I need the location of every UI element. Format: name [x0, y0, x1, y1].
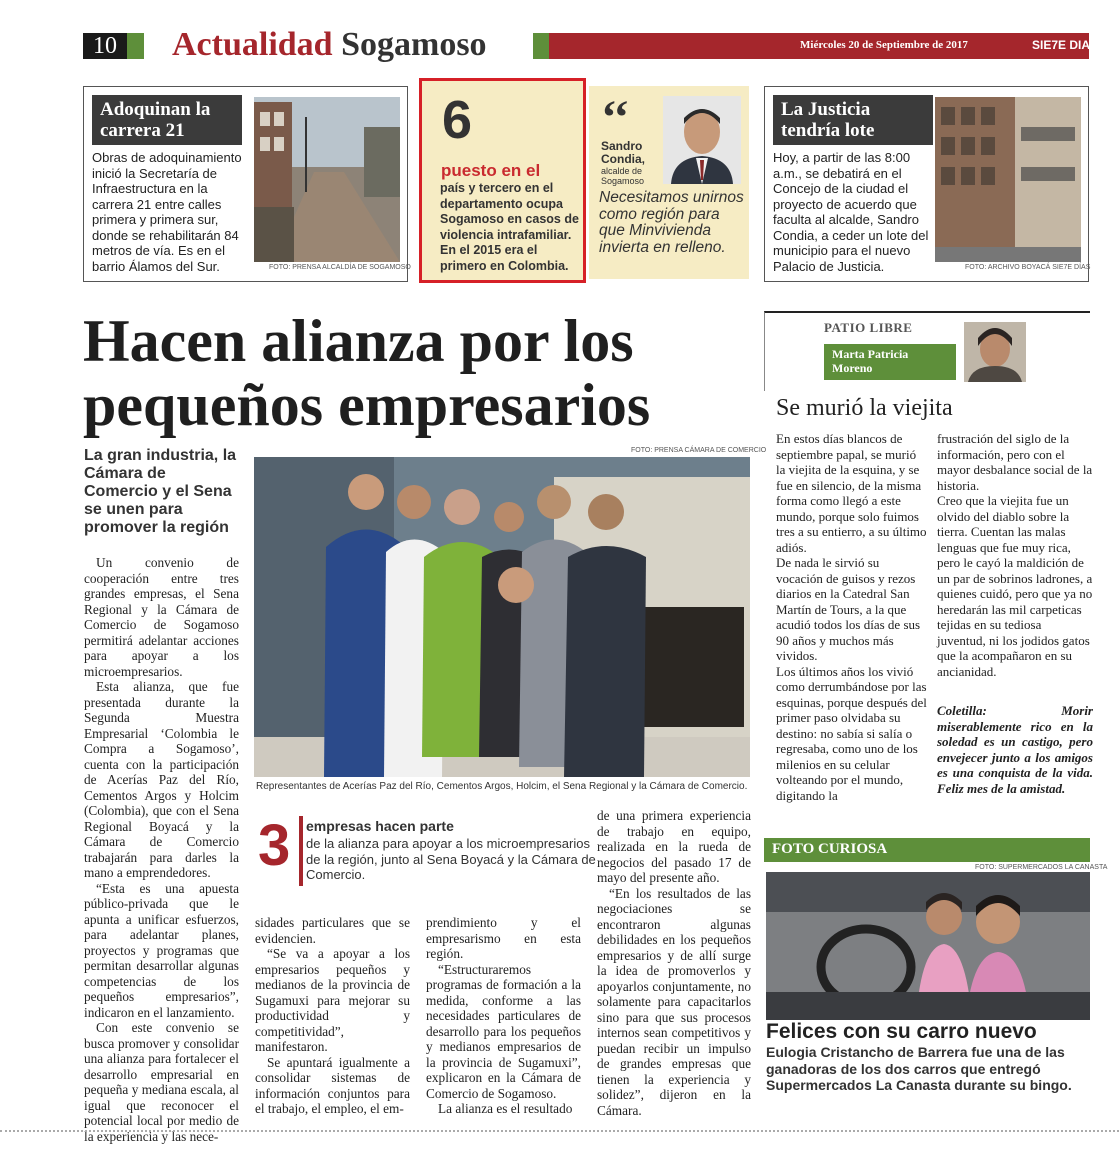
page-edge-divider	[0, 1130, 1119, 1132]
section-title	[172, 26, 487, 64]
article-headline: Hacen alianza por los pequeños empresarios	[83, 308, 651, 438]
photo-text: Eulogia Cristancho de Barrera fue una de las ganadoras de los dos carros que entregó Supermercados La Canasta durante su bingo.	[766, 1044, 1072, 1093]
paragraph: Un convenio de cooperación entre tres grandes empresas, el Sena Regional y la Cámara de Comercio de Sogamoso permitirá adelantar acciones para apoyar a los microempresarios.	[84, 555, 239, 679]
brief-adoquinan	[83, 86, 411, 282]
photo-title: Felices con su carro nuevo	[766, 1020, 1037, 1043]
quote-mark-icon: ‘‘	[601, 91, 630, 144]
header-bar-accent	[533, 33, 549, 59]
column-text-2: frustración del siglo de la información, pero con el mayor desbalance social de la historia. Creo que la viejita fue un olvido del diablo sobre la tierra. Cuentan las malas lenguas que fue muy rica, pero le cayó la maldición de un par de sobrinos ladrones, a quienes cuidó, pero que ya no heredarán las mil carpeticas tejidas en su tediosa juventud, ni los jodidos gatos que la acompañaron en su ancianidad.	[937, 431, 1093, 679]
column-coletilla: Coletilla: Morir miserablemente rico en la soledad es un castigo, pero envejecer junto a los amigos es una conquista de la vida. Feliz mes de la amistad.	[937, 703, 1093, 796]
building-photo	[935, 97, 1081, 262]
paragraph: de una primera experiencia de trabajo en equipo, realizada en la rueda de negocios del pasado 17 de mayo del presente año.	[597, 808, 751, 885]
paragraph: “Estructuraremos programas de formación a la medida, conforme a las necesidades particulares de desarrollo para los pequeños y medianos empresarios de la provincia de Sugamuxi”, explicaron en la Cámara de Comercio de Sogamoso.	[426, 961, 581, 1101]
paragraph: Esta alianza, que fue presentada durante la Segunda Muestra Empresarial ‘Colombia le Compra a Sogamoso’, cuenta con la participación de Acerías Paz del Río, Cementos Argos y Holcim (Colombia), que con el Sena Regional Boyacá y la Cámara de Comercio trabajarán para darles la mano a emprendedores.	[84, 679, 239, 880]
author-portrait	[663, 96, 741, 184]
paragraph: “Se va a apoyar a los empresarios pequeños y medianos de la provincia de Sugamuxi para mejorar su productividad y competitividad”, manifestaron.	[255, 946, 410, 1054]
stat-number-3: 3	[258, 813, 291, 878]
newspaper-brand: SIE7E DIAS	[1032, 38, 1099, 52]
paragraph: Con este convenio se busca promover y consolidar una alianza para fortalecer el desarrollo empresarial en pequeña y mediana escala, al igual que reconocer el potencial local por medio de la experiencia y las nece-	[84, 1020, 239, 1144]
stat-number: 6	[442, 90, 473, 150]
section-city: Sogamoso	[341, 26, 487, 63]
article-column-3	[426, 915, 581, 1117]
issue-date: Miércoles 20 de Septiembre de 2017	[800, 39, 968, 51]
column-title: Se murió la viejita	[776, 395, 953, 421]
paragraph: “Esta es una apuesta público-privada que le apunta a unificar esfuerzos, para adelantar planes, proyectos y programas que permitan desarrollar algunas competencias de los pequeños empresarios”, indicaron en el lanzamiento.	[84, 880, 239, 1020]
stat-highlight: puesto en el	[441, 161, 541, 180]
paragraph: Se apuntará igualmente a consolidar sistemas de información conjuntos para el trabajo, el empleo, el em-	[255, 1054, 410, 1116]
photo-credit: FOTO: SUPERMERCADOS LA CANASTA	[975, 864, 1108, 871]
article-column-2	[255, 915, 410, 1117]
stat-title: empresas hacen parte	[306, 818, 454, 834]
photo-credit: FOTO: ARCHIVO BOYACÁ SIE7E DÍAS	[965, 264, 1091, 271]
photo-credit: FOTO: PRENSA ALCALDÍA DE SOGAMOSO	[269, 264, 411, 271]
paragraph: sidades particulares que se evidencien.	[255, 915, 410, 946]
paragraph: “En los resultados de las negociaciones se encontraron algunas debilidades en los pequeños empresarios y de allí surge la idea de promoverlos y apoyarlos conjuntamente, no solamente para capacitarlos sino para que sus procesos internos sean competitivos y puedan recibir un impulso de grandes empresas que tienen la experiencia y solidez”, dijeron en la Cámara.	[597, 885, 751, 1118]
paragraph: prendimiento y el empresarismo en esta región.	[426, 915, 581, 961]
brief-title: La Justicia tendría lote	[773, 95, 933, 145]
main-photo	[254, 457, 750, 777]
divider	[299, 816, 303, 886]
column-text-1: En estos días blancos de septiembre papal, se murió la viejita de la esquina, y se fue en silencio, de la misma forma como llegó a este mundo, porque solo fuimos tres a su entierro, a su último adiós. De nada le sirvió su vocación de guisos y rezos diarios en la Catedral San Martín de Tours, a la que acudió todos los días de sus 90 años y muchos más vividos. Los últimos años los vivió como derrumbándose por las esquinas, porque después del primer paso olvidaba su destino: no sabía si salía o regresaba, como uno de los milenios en su celular volteando por el mundo, digitando la	[776, 431, 927, 803]
paragraph: La alianza es el resultado	[438, 1101, 573, 1116]
street-photo	[254, 97, 400, 262]
article-kicker: La gran industria, la Cámara de Comercio y el Sena se unen para promover la región	[84, 447, 237, 536]
quote-author-role: alcalde de Sogamoso	[601, 166, 645, 186]
section-name: Actualidad	[172, 26, 333, 63]
photo-caption: Representantes de Acerías Paz del Río, Cementos Argos, Holcim, el Sena Regional y la Cámara de Comercio.	[256, 781, 748, 792]
car-photo	[766, 872, 1090, 1020]
brief-title: Adoquinan la carrera 21	[92, 95, 242, 145]
article-column-1	[84, 555, 239, 1144]
photo-credit: FOTO: PRENSA CÁMARA DE COMERCIO	[631, 447, 767, 454]
column-label: PATIO LIBRE	[824, 320, 913, 335]
brief-text: Obras de adoquinamiento inició la Secretaría de Infraestructura en la carrera 21 entre calles primera y primera sur, donde se rehabilitarán 84 metros de vía. Es en el barrio Álamos del Sur.	[92, 150, 242, 274]
brief-text: Hoy, a partir de las 8:00 a.m., se debatirá en el Concejo de la ciudad el proyecto de acuerdo que faculta al alcalde, Sandro Condia, a ceder un lote del municipio para el nuevo Palacio de Justicia.	[773, 150, 929, 274]
quote-author: Sandro Condia,	[601, 139, 645, 166]
quote-box	[589, 86, 749, 279]
quote-text: Necesitamos unirnos como región para que Minvivienda invierta en relleno.	[599, 189, 744, 256]
brief-justicia	[764, 86, 1089, 282]
author-portrait	[964, 322, 1026, 382]
stat-text: país y tercero en el departamento ocupa Sogamoso en casos de violencia intrafamiliar. En el 2015 era el primero en Colombia.	[440, 181, 579, 273]
page-number: 10	[83, 33, 127, 59]
stat-text: de la alianza para apoyar a los microempresarios de la región, junto al Sena Boyacá y la Cámara de Comercio.	[306, 836, 596, 882]
section-label: FOTO CURIOSA	[772, 841, 888, 857]
article-column-4	[597, 808, 751, 1118]
header-accent	[127, 33, 144, 59]
column-author: Marta Patricia Moreno	[824, 344, 956, 380]
stat-box	[419, 78, 586, 283]
